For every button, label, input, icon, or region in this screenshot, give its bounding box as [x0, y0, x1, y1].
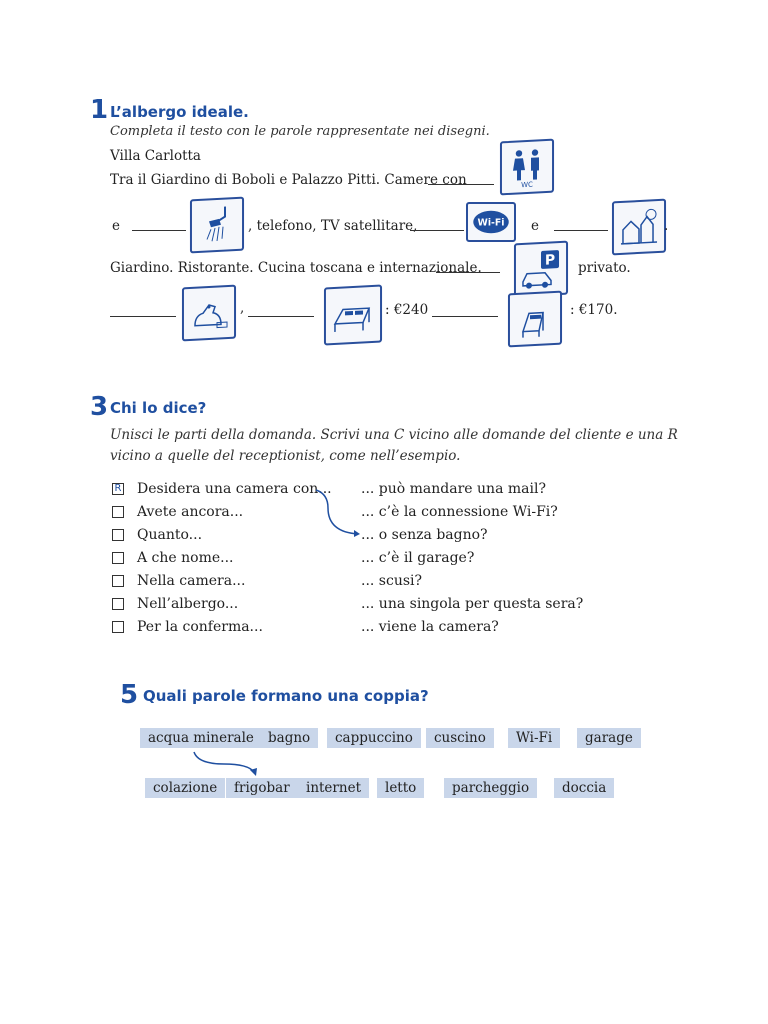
pair-example-arrow — [190, 750, 270, 780]
price-1: : €240 — [385, 302, 429, 318]
question-end-3: ... o senza bagno? — [361, 527, 488, 543]
blank-5[interactable] — [436, 260, 500, 273]
blank-7[interactable] — [248, 304, 314, 317]
garden-icon — [617, 204, 661, 250]
blank-3[interactable] — [410, 218, 464, 231]
section-1-instruction: Completa il testo con le parole rappresentate nei disegni. — [110, 124, 490, 139]
section-1-title: L’albergo ideale. — [110, 103, 249, 121]
checkbox-5[interactable] — [112, 575, 124, 587]
text-line-4: Giardino. Ristorante. Cucina toscana e internazionale. — [110, 260, 482, 276]
shower-icon — [195, 202, 239, 248]
word-letto[interactable]: letto — [377, 778, 424, 798]
shower-picture — [190, 197, 244, 254]
question-end-4: ... c’è il garage? — [361, 550, 475, 566]
text-comma: , — [240, 300, 245, 316]
word-parcheggio[interactable]: parcheggio — [444, 778, 537, 798]
word-colazione[interactable]: colazione — [145, 778, 225, 798]
section-3-title: Chi lo dice? — [110, 399, 207, 417]
price-2: : €170. — [570, 302, 618, 318]
question-start-3: Quanto... — [137, 527, 203, 543]
word-acqua-minerale[interactable]: acqua minerale — [140, 728, 262, 748]
question-start-1: Desidera una camera con... — [137, 481, 332, 497]
dog-icon — [187, 290, 231, 336]
section-1-number: 1 — [90, 95, 109, 125]
checkbox-7[interactable] — [112, 621, 124, 633]
parking-picture — [514, 241, 568, 298]
word-bagno[interactable]: bagno — [260, 728, 318, 748]
text-line-3: , telefono, TV satellitare, — [248, 218, 418, 234]
word-frigobar[interactable]: frigobar — [226, 778, 298, 798]
section-5-number: 5 — [120, 680, 139, 710]
checkbox-6[interactable] — [112, 598, 124, 610]
word-cappuccino[interactable]: cappuccino — [327, 728, 421, 748]
text-e-2: e — [531, 218, 539, 234]
section-3-number: 3 — [90, 392, 109, 422]
question-end-6: ... una singola per questa sera? — [361, 596, 584, 612]
parking-label: P — [544, 252, 556, 269]
parking-icon — [519, 246, 563, 292]
question-start-7: Per la conferma... — [137, 619, 263, 635]
wc-label: WC — [521, 180, 533, 190]
word-doccia[interactable]: doccia — [554, 778, 614, 798]
section-3-instruction-2: vicino a quelle del receptionist, come nell’esempio. — [110, 448, 461, 464]
checkbox-2[interactable] — [112, 506, 124, 518]
question-end-2: ... c’è la connessione Wi-Fi? — [361, 504, 558, 520]
text-private: privato. — [578, 260, 631, 276]
hotel-name: Villa Carlotta — [110, 148, 201, 164]
word-cuscino[interactable]: cuscino — [426, 728, 494, 748]
double-bed-picture — [324, 285, 382, 346]
double-bed-icon — [331, 292, 375, 338]
section-3-instruction-1: Unisci le parti della domanda. Scrivi una C vicino alle domande del cliente e una R — [110, 427, 678, 443]
checkbox-3[interactable] — [112, 529, 124, 541]
question-start-2: Avete ancora... — [137, 504, 244, 520]
checkbox-4[interactable] — [112, 552, 124, 564]
blank-4[interactable] — [554, 218, 608, 231]
text-e-1: e — [112, 218, 120, 234]
question-end-5: ... scusi? — [361, 573, 423, 589]
question-end-1: ... può mandare una mail? — [361, 481, 546, 497]
text-line-2: Tra il Giardino di Boboli e Palazzo Pitti. Camere con — [110, 172, 467, 188]
blank-2[interactable] — [132, 218, 186, 231]
blank-1[interactable] — [428, 172, 494, 185]
section-5-title: Quali parole formano una coppia? — [143, 687, 429, 705]
question-start-5: Nella camera... — [137, 573, 246, 589]
blank-8[interactable] — [432, 304, 498, 317]
single-bed-icon — [513, 296, 557, 342]
word-internet[interactable]: internet — [298, 778, 369, 798]
question-start-4: A che nome... — [137, 550, 234, 566]
blank-6[interactable] — [110, 304, 176, 317]
question-start-6: Nell’albergo... — [137, 596, 239, 612]
single-bed-picture — [508, 291, 562, 348]
wc-icon — [505, 144, 549, 190]
text-period-1: . — [664, 218, 669, 234]
dog-picture — [182, 285, 236, 342]
wifi-picture — [466, 202, 516, 242]
wc-picture — [500, 139, 554, 196]
example-connector-arrow — [310, 484, 366, 540]
checkbox-1[interactable]: R — [112, 483, 124, 495]
wifi-label: Wi-Fi — [477, 217, 505, 229]
word-garage[interactable]: garage — [577, 728, 641, 748]
garden-picture — [612, 199, 669, 256]
word-wifi[interactable]: Wi-Fi — [508, 728, 560, 748]
wifi-icon — [470, 208, 512, 236]
question-end-7: ... viene la camera? — [361, 619, 499, 635]
